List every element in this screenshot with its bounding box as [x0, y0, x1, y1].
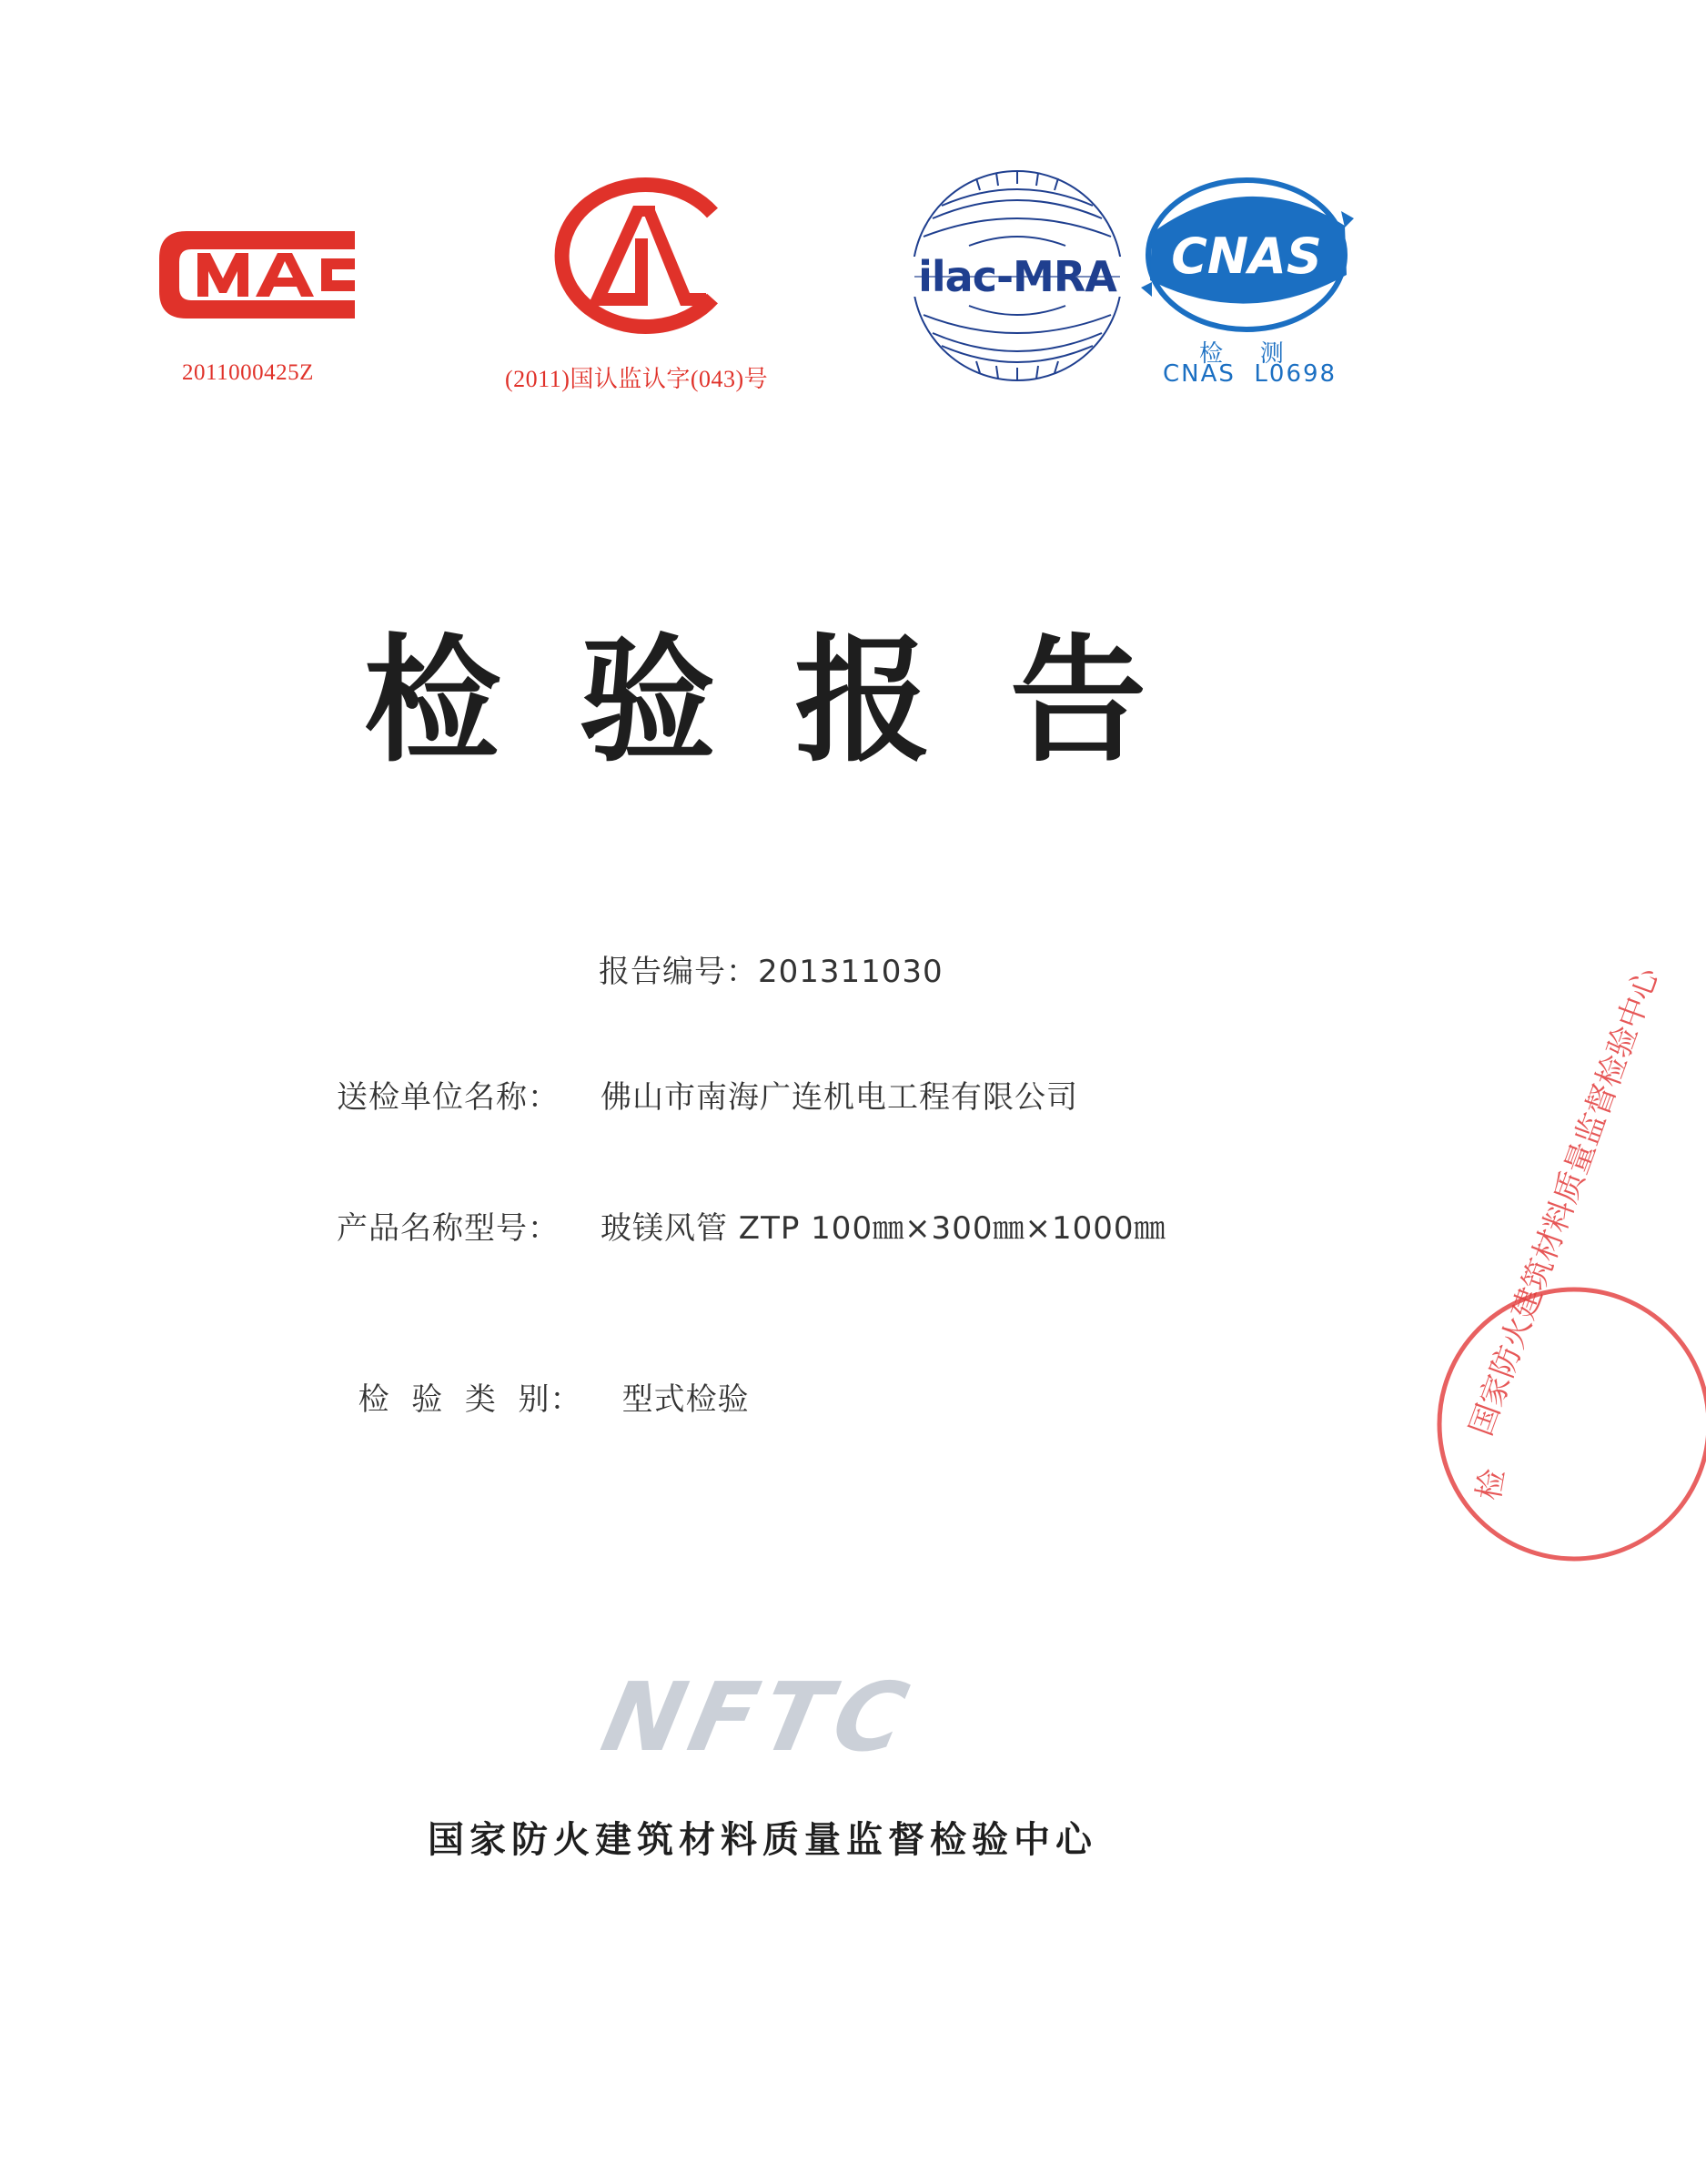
cnas-accreditation-code: CNAS L0698	[1163, 360, 1338, 388]
report-title	[364, 612, 1146, 781]
report-number-line	[599, 946, 944, 991]
title-char: 报	[794, 622, 932, 781]
cnas-sub-label: 检 测	[1199, 340, 1287, 368]
ilac-mra-globe-icon	[905, 164, 1129, 388]
cnas-logo-text: CNAS	[1171, 228, 1322, 285]
cnas-logo	[1139, 175, 1358, 339]
ilac-mra-logo	[905, 164, 1129, 388]
title-char: 检	[364, 622, 501, 781]
field-row-product-name-model	[337, 1203, 1166, 1248]
seal-text: 国家防火建筑材料质量监督检验中心	[1462, 963, 1667, 1441]
field-row-submitting-unit	[337, 1072, 1078, 1117]
field-value: 型式检验	[621, 1381, 750, 1418]
field-row-inspection-type	[337, 1338, 750, 1419]
cma-logo	[150, 211, 382, 339]
cnas-logo-icon	[1139, 175, 1358, 339]
ilac-mra-logo-text: ilac-MRA	[918, 252, 1116, 301]
field-label: 产品名称型号：	[337, 1210, 560, 1247]
cma-logo-icon	[150, 211, 382, 339]
field-value: 佛山市南海广连机电工程有限公司	[601, 1079, 1078, 1116]
field-value: 玻镁风管 ZTP 100㎜×300㎜×1000㎜	[601, 1210, 1166, 1247]
nftc-watermark-logo: NFTC	[593, 1662, 924, 1773]
field-label: 检 验 类 别：	[358, 1381, 582, 1418]
cal-logo-icon	[544, 178, 748, 333]
seal-partial-char: 检	[1470, 1466, 1512, 1503]
field-label: 送检单位名称：	[337, 1079, 560, 1116]
report-number-label: 报告编号：	[599, 954, 758, 990]
cal-logo	[544, 178, 748, 333]
title-char: 验	[579, 622, 716, 781]
cal-certificate-code: (2011)国认监认字(043)号	[505, 366, 769, 392]
title-char: 告	[1009, 622, 1146, 781]
official-seal-stamp	[1433, 963, 1667, 1565]
seal-icon	[1433, 963, 1706, 1565]
cma-certificate-code: 2011000425Z	[182, 360, 314, 385]
issuing-organization: 国家防火建筑材料质量监督检验中心	[428, 1819, 1097, 1861]
report-number-value: 201311030	[758, 954, 944, 990]
